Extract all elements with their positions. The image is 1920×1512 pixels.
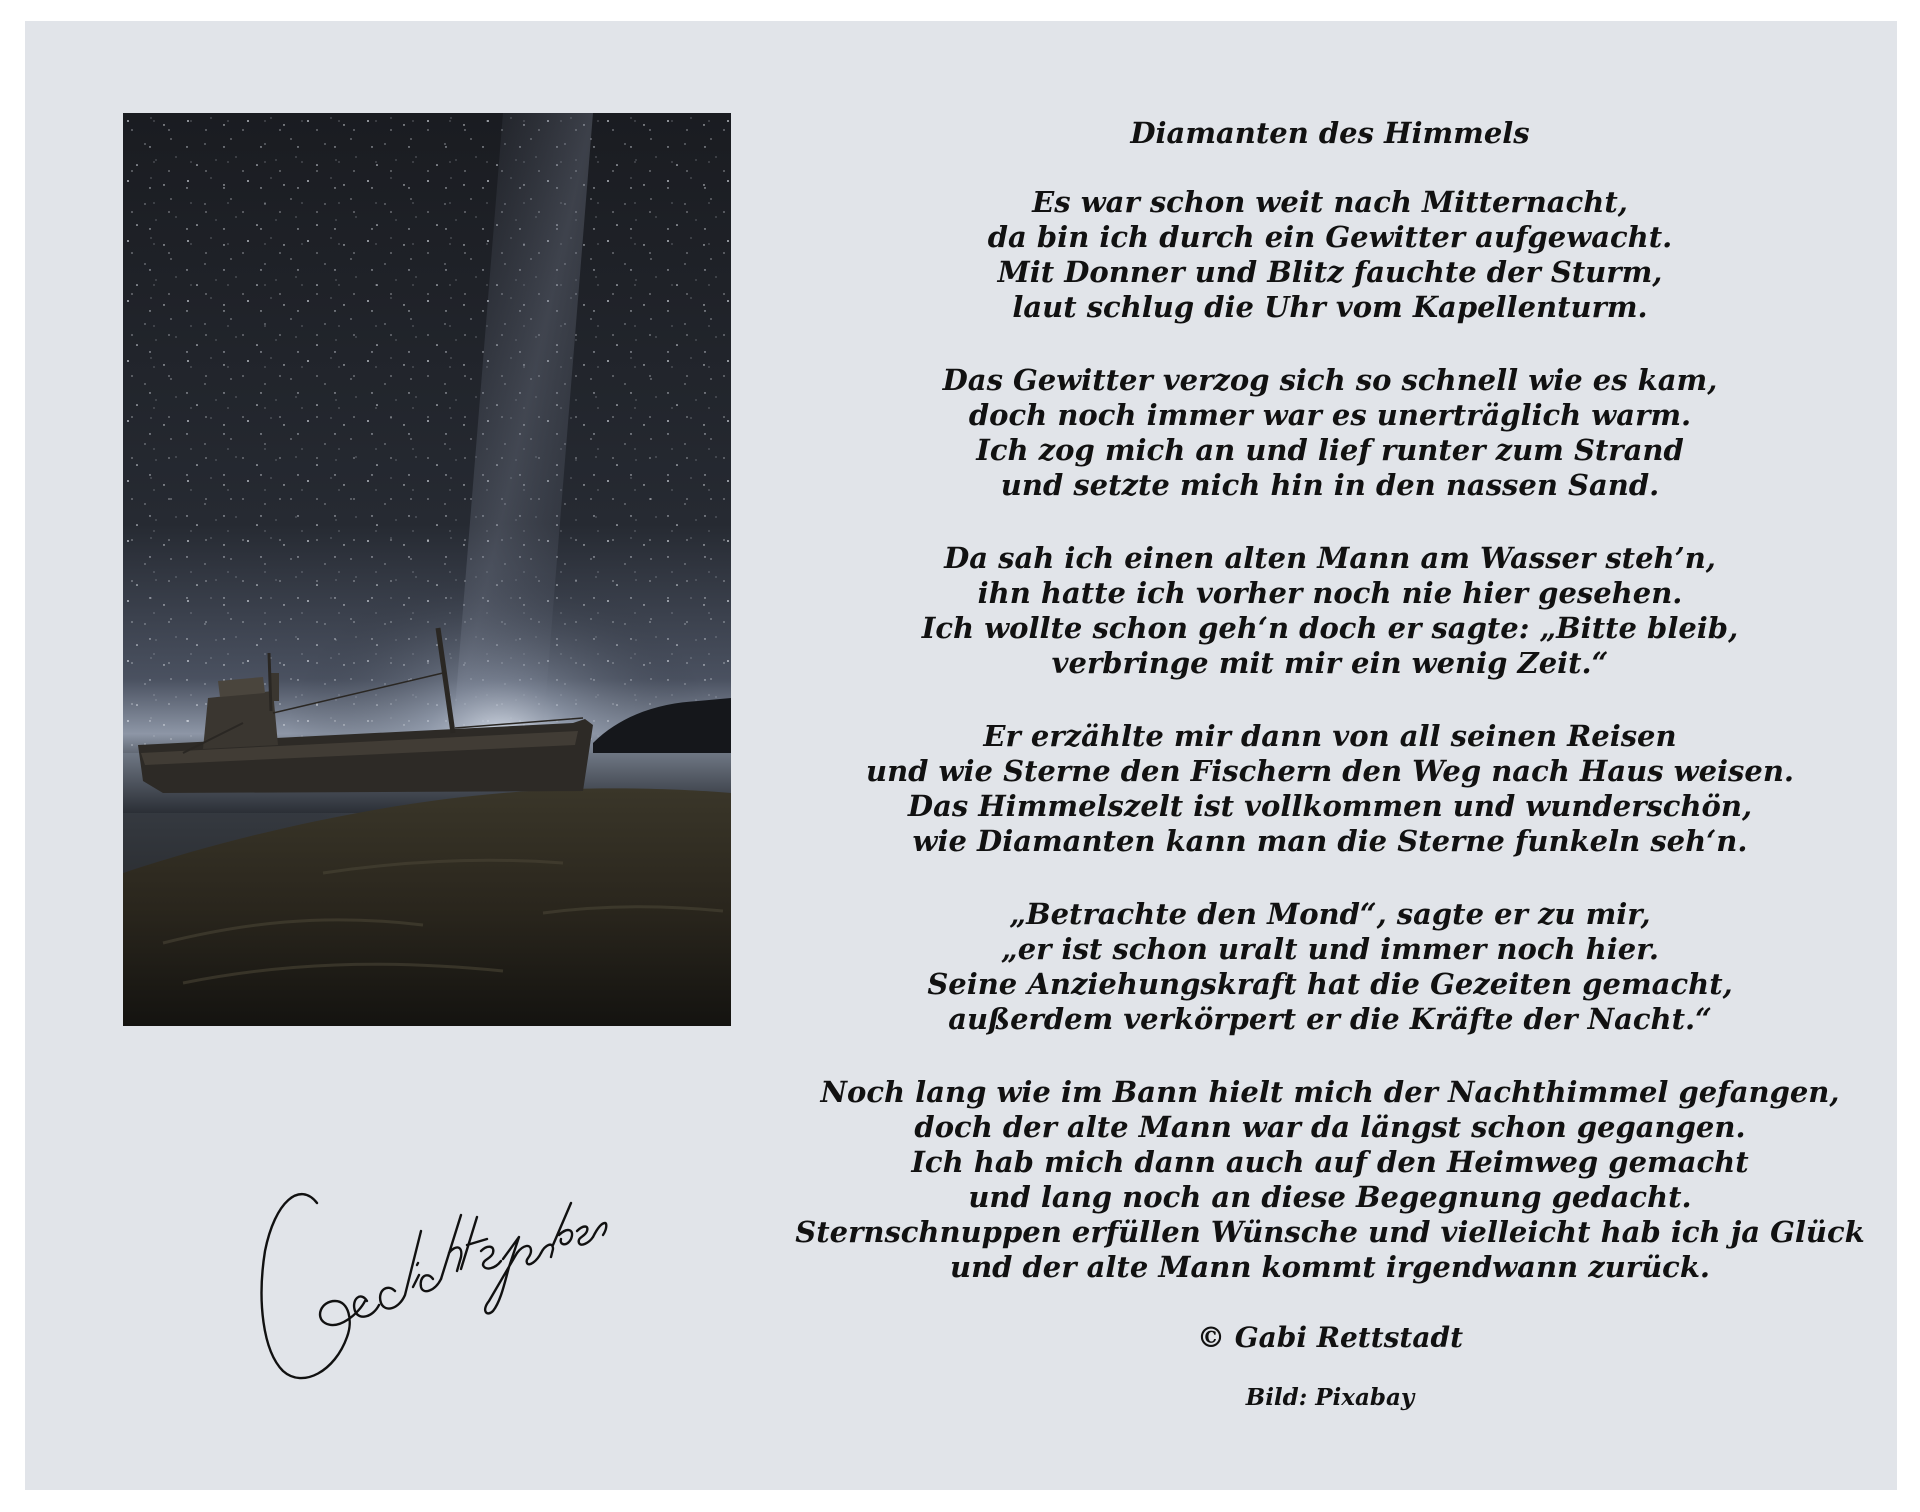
shipwreck-night-photo [123, 113, 731, 1026]
poem-line: und setzte mich hin in den nassen Sand. [1000, 468, 1660, 502]
poem-line: da bin ich durch ein Gewitter aufgewacht. [987, 220, 1673, 254]
poem-line: Mit Donner und Blitz fauchte der Sturm, [997, 255, 1663, 289]
poem-line: Ich zog mich an und lief runter zum Strand [976, 433, 1684, 467]
poem-text [785, 111, 1875, 1413]
poem-line: Seine Anziehungskraft hat die Gezeiten gemacht, [927, 967, 1733, 1001]
image-credit: Bild: Pixabay [1245, 1384, 1415, 1411]
poem-line: doch noch immer war es unerträglich warm. [968, 398, 1692, 432]
poem-stanza-2 [785, 363, 1875, 503]
poem-stanza-6 [785, 1075, 1875, 1285]
poem-line: doch der alte Mann war da längst schon gegangen. [914, 1110, 1746, 1144]
poem-stanzas [785, 185, 1875, 1285]
poem-stanza-1 [785, 185, 1875, 325]
poem-line: Sternschnuppen erfüllen Wünsche und vielleicht hab ich ja Glück [795, 1215, 1865, 1249]
poem-title: Diamanten des Himmels [1130, 116, 1530, 150]
poem-line: außerdem verkörpert er die Kräfte der Nacht.“ [948, 1002, 1712, 1036]
poem-line: und lang noch an diese Begegnung gedacht. [968, 1180, 1692, 1214]
poem-line: laut schlug die Uhr vom Kapellenturm. [1012, 290, 1648, 324]
signature-gedichtezauber [255, 1141, 615, 1401]
poem-line: Das Gewitter verzog sich so schnell wie es kam, [942, 363, 1718, 397]
poem-line: verbringe mit mir ein wenig Zeit.“ [1051, 646, 1609, 680]
poem-line: ihn hatte ich vorher noch nie hier gesehen. [977, 576, 1683, 610]
poem-stanza-3 [785, 541, 1875, 681]
poem-line: Noch lang wie im Bann hielt mich der Nachthimmel gefangen, [820, 1075, 1840, 1109]
poem-line: Es war schon weit nach Mitternacht, [1032, 185, 1628, 219]
signature [255, 1141, 615, 1401]
poem-line: Ich wollte schon geh‘n doch er sagte: „Bitte bleib, [921, 611, 1739, 645]
poem-stanza-5 [785, 897, 1875, 1037]
poem-line: Das Himmelszelt ist vollkommen und wunderschön, [907, 789, 1753, 823]
copyright-line: © Gabi Rettstadt [1196, 1321, 1464, 1354]
poem-line: Er erzählte mir dann von all seinen Reisen [983, 719, 1677, 753]
poem-stanza-4 [785, 719, 1875, 859]
poem-line: Da sah ich einen alten Mann am Wasser steh’n, [944, 541, 1716, 575]
poem-line: „er ist schon uralt und immer noch hier. [1001, 932, 1659, 966]
poem-line: Ich hab mich dann auch auf den Heimweg gemacht [911, 1145, 1749, 1179]
poem-line: und wie Sterne den Fischern den Weg nach Haus weisen. [866, 754, 1794, 788]
poem-line: „Betrachte den Mond“, sagte er zu mir, [1009, 897, 1651, 931]
poem-card [25, 21, 1897, 1490]
poem-line: und der alte Mann kommt irgendwann zurück. [949, 1250, 1711, 1284]
poem-line: wie Diamanten kann man die Sterne funkeln seh‘n. [912, 824, 1748, 858]
